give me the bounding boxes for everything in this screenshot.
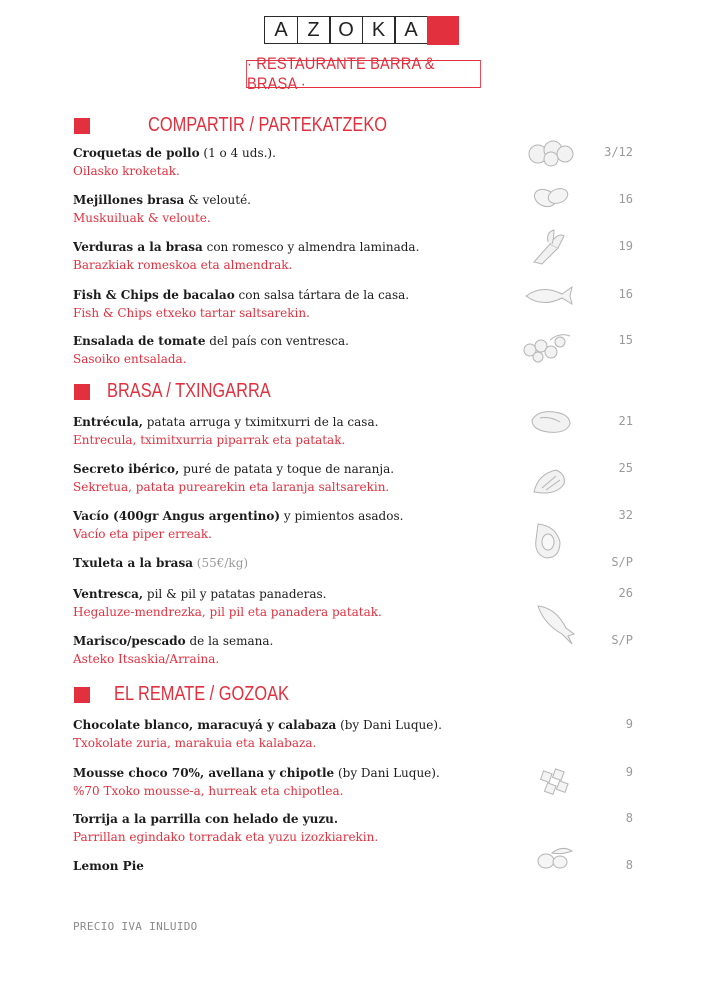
item-description: (by Dani Luque). [334, 766, 440, 780]
item-name: Mousse choco 70%, avellana y chipotle [73, 766, 335, 780]
item-price: S/P [611, 633, 633, 647]
item-name: Marisco/pescado [73, 634, 186, 648]
item-basque: Parrillan egindako torradak eta yuzu izozkiarekin. [73, 830, 379, 844]
item-price: 19 [618, 239, 633, 253]
item-basque: Barazkiak romeskoa eta almendrak. [73, 258, 293, 272]
item-name: Lemon Pie [73, 859, 144, 873]
steak-icon [528, 408, 574, 436]
item-name: Secreto ibérico, [73, 462, 180, 476]
item-price: 21 [618, 414, 633, 428]
item-name: Txuleta a la brasa [73, 556, 193, 570]
restaurant-tagline: · RESTAURANTE BARRA & BRASA · [246, 60, 481, 88]
item-description: puré de patata y toque de naranja. [179, 462, 395, 476]
item-description: del país con ventresca. [205, 334, 349, 348]
item-name: Vacío (400gr Angus argentino) [73, 509, 281, 523]
item-price: 25 [618, 461, 633, 475]
item-name: Ensalada de tomate [73, 334, 206, 348]
logo-letter: A [394, 16, 428, 44]
logo-letter: K [362, 16, 396, 44]
item-price: 3/12 [604, 145, 633, 159]
section-square-icon [74, 384, 90, 400]
lemon-icon [532, 843, 576, 873]
item-name: Verduras a la brasa [73, 240, 203, 254]
menu-item [73, 717, 633, 751]
item-name: Mejillones brasa [73, 193, 185, 207]
item-price: S/P [611, 555, 633, 569]
item-name: Croquetas de pollo [73, 146, 200, 160]
section-header-remate [74, 683, 327, 706]
item-basque: Oilasko kroketak. [73, 164, 180, 178]
section-header-compartir [74, 114, 440, 137]
chocolate-icon [536, 766, 574, 800]
item-basque: Fish & Chips etxeko tartar saltsarekin. [73, 306, 310, 320]
item-basque: Muskuiluak & veloute. [73, 211, 211, 225]
item-description: de la semana. [185, 634, 274, 648]
item-basque: Vacío eta piper erreak. [73, 527, 212, 541]
beef-icon [530, 520, 566, 562]
logo-red-block [427, 16, 459, 45]
item-description: y pimientos asados. [280, 509, 404, 523]
item-description: (1 o 4 uds.). [199, 146, 276, 160]
item-description: con salsa tártara de la casa. [234, 288, 410, 302]
item-basque: Txokolate zuria, marakuia eta kalabaza. [73, 736, 317, 750]
item-name: Entrécula, [73, 415, 143, 429]
item-description: & velouté. [184, 193, 251, 207]
tuna-icon [534, 600, 578, 646]
item-basque: Asteko Itsaskia/Arraina. [73, 652, 220, 666]
item-price: 15 [618, 333, 633, 347]
item-basque: Sasoiko entsalada. [73, 352, 187, 366]
item-description: pil & pil y patatas panaderas. [143, 587, 327, 601]
mussel-icon [530, 182, 572, 214]
item-price: 9 [625, 765, 633, 779]
menu-item [73, 811, 633, 845]
item-price: 16 [618, 192, 633, 206]
logo-letter: O [329, 16, 363, 44]
fish-icon [522, 282, 574, 308]
item-price: 26 [618, 586, 633, 600]
item-name: Torrija a la parrilla con helado de yuzu. [73, 812, 339, 826]
item-basque: Sekretua, patata purearekin eta laranja saltsarekin. [73, 480, 390, 494]
logo-letter: Z [297, 16, 331, 44]
footer-note: PRECIO IVA INLUIDO [73, 920, 198, 933]
item-basque: %70 Txoko mousse-a, hurreak eta chipotlea. [73, 784, 344, 798]
azoka-logo [264, 16, 459, 44]
item-description: con romesco y almendra laminada. [202, 240, 420, 254]
section-square-icon [74, 118, 90, 134]
item-price: 32 [618, 508, 633, 522]
section-square-icon [74, 687, 90, 703]
vegetables-icon [528, 228, 568, 266]
item-description: (55€/kg) [192, 556, 249, 570]
logo-letter: A [264, 16, 298, 44]
item-basque: Hegaluze-mendrezka, pil pil eta panadera patatak. [73, 605, 382, 619]
item-description: patata arruga y tximitxurri de la casa. [142, 415, 379, 429]
section-title: BRASA / TXINGARRA [107, 380, 271, 402]
item-name: Ventresca, [73, 587, 144, 601]
section-title: EL REMATE / GOZOAK [114, 683, 289, 705]
item-price: 16 [618, 287, 633, 301]
item-description: (by Dani Luque). [336, 718, 442, 732]
croquettes-icon [527, 137, 575, 167]
item-price: 8 [625, 811, 633, 825]
item-basque: Entrecula, tximitxurria piparrak eta patatak. [73, 433, 346, 447]
item-name: Chocolate blanco, maracuyá y calabaza [73, 718, 337, 732]
item-price: 8 [625, 858, 633, 872]
item-name: Fish & Chips de bacalao [73, 288, 235, 302]
tomato-icon [520, 330, 572, 364]
section-header-brasa [74, 380, 307, 403]
item-price: 9 [625, 717, 633, 731]
pork-icon [530, 466, 570, 500]
section-title: COMPARTIR / PARTEKATZEKO [148, 114, 388, 136]
